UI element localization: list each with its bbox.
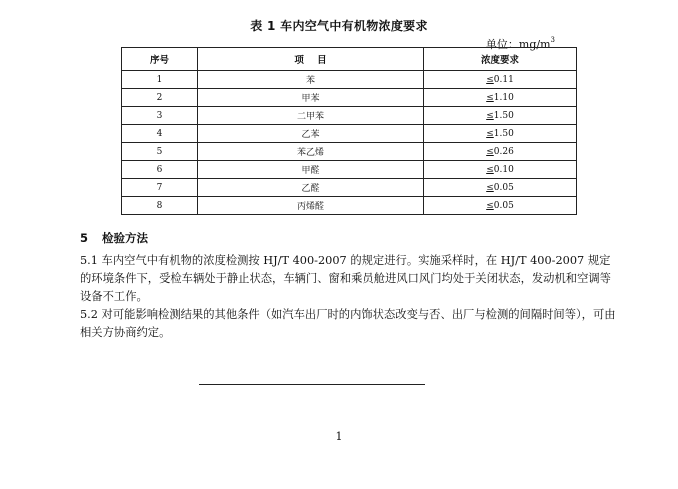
table-row bbox=[122, 161, 577, 179]
row-number: 8 bbox=[122, 197, 198, 215]
limit-value: 0.05 bbox=[493, 200, 514, 211]
page-number: 1 bbox=[335, 430, 343, 443]
row-number: 3 bbox=[122, 107, 198, 125]
table-row bbox=[122, 107, 577, 125]
table-row bbox=[122, 179, 577, 197]
row-requirement bbox=[424, 107, 577, 125]
header-number: 序号 bbox=[122, 48, 198, 71]
limit-value: 0.05 bbox=[493, 182, 514, 193]
le-symbol: ≤ bbox=[486, 92, 494, 103]
row-requirement bbox=[424, 143, 577, 161]
section-number: 5 bbox=[80, 231, 89, 245]
row-number: 6 bbox=[122, 161, 198, 179]
table-caption: 表 1 车内空气中有机物浓度要求 bbox=[250, 19, 428, 33]
row-number: 5 bbox=[122, 143, 198, 161]
row-number: 2 bbox=[122, 89, 198, 107]
section-heading bbox=[80, 230, 148, 246]
row-requirement bbox=[424, 161, 577, 179]
row-item: 丙烯醛 bbox=[198, 197, 424, 215]
limit-value: 1.50 bbox=[493, 128, 514, 139]
footnote-rule bbox=[199, 384, 425, 385]
table-row bbox=[122, 143, 577, 161]
row-requirement bbox=[424, 89, 577, 107]
le-symbol: ≤ bbox=[486, 128, 494, 139]
limit-value: 0.10 bbox=[493, 164, 514, 175]
row-requirement bbox=[424, 179, 577, 197]
table-row bbox=[122, 125, 577, 143]
le-symbol: ≤ bbox=[486, 182, 494, 193]
le-symbol: ≤ bbox=[486, 110, 494, 121]
le-symbol: ≤ bbox=[486, 146, 494, 157]
header-requirement: 浓度要求 bbox=[424, 48, 577, 71]
le-symbol: ≤ bbox=[486, 200, 494, 211]
row-number: 4 bbox=[122, 125, 198, 143]
row-number: 1 bbox=[122, 71, 198, 89]
limit-value: 1.10 bbox=[493, 92, 514, 103]
row-requirement bbox=[424, 125, 577, 143]
unit-superscript: 3 bbox=[550, 36, 555, 45]
row-number: 7 bbox=[122, 179, 198, 197]
limit-value: 1.50 bbox=[493, 110, 514, 121]
limit-value: 0.26 bbox=[493, 146, 514, 157]
row-item: 乙苯 bbox=[198, 125, 424, 143]
le-symbol: ≤ bbox=[486, 74, 494, 85]
row-item: 二甲苯 bbox=[198, 107, 424, 125]
row-item: 甲苯 bbox=[198, 89, 424, 107]
row-requirement bbox=[424, 197, 577, 215]
concentration-table bbox=[121, 47, 577, 215]
limit-value: 0.11 bbox=[493, 74, 514, 85]
table-row bbox=[122, 71, 577, 89]
unit-text: 单位：mg/m bbox=[485, 38, 551, 51]
row-item: 苯乙烯 bbox=[198, 143, 424, 161]
header-item: 项 目 bbox=[198, 48, 424, 71]
section-title: 检验方法 bbox=[102, 231, 149, 245]
row-item: 乙醛 bbox=[198, 179, 424, 197]
paragraph-5-2: 5.2 对可能影响检测结果的其他条件（如汽车出厂时的内饰状态改变与否、出厂与检测的间隔时间等），可由相关方协商约定。 bbox=[80, 308, 616, 339]
row-item: 苯 bbox=[198, 71, 424, 89]
paragraph-5-1: 5.1 车内空气中有机物的浓度检测按 HJ/T 400-2007 的规定进行。实施采样时，在 HJ/T 400-2007 规定的环境条件下，受检车辆处于静止状态，车辆门、窗和乘员舱进风口风门均处于关闭状态，发动机和空调等设备不工作。 bbox=[80, 254, 611, 303]
table-header-row bbox=[122, 48, 577, 71]
le-symbol: ≤ bbox=[486, 164, 494, 175]
table-row bbox=[122, 197, 577, 215]
table-row bbox=[122, 89, 577, 107]
row-requirement bbox=[424, 71, 577, 89]
row-item: 甲醛 bbox=[198, 161, 424, 179]
